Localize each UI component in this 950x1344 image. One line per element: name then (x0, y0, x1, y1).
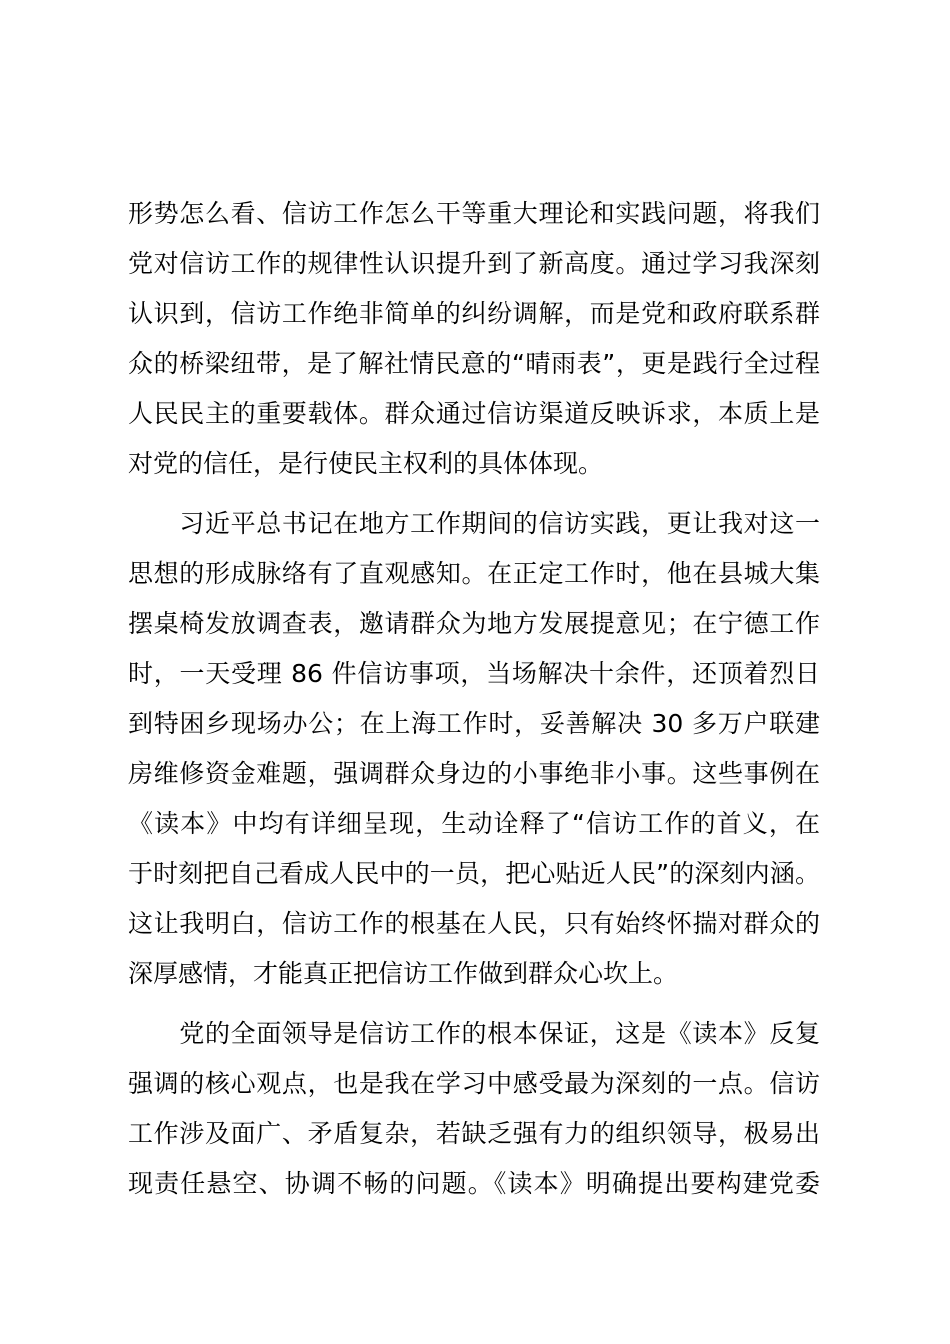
text-line: 《读本》中均有详细呈现，生动诠释了“信访工作的首义，在 (128, 809, 820, 838)
paragraph-1 (128, 189, 820, 489)
text-line: 工作涉及面广、矛盾复杂，若缺乏强有力的组织领导，极易出 (128, 1119, 820, 1148)
text-line: 人民民主的重要载体。群众通过信访渠道反映诉求，本质上是 (128, 399, 820, 428)
text-line: 时，一天受理 86 件信访事项，当场解决十余件，还顶着烈日 (128, 659, 820, 688)
text-line: 房维修资金难题，强调群众身边的小事绝非小事。这些事例在 (128, 759, 820, 788)
text-line: 党对信访工作的规律性认识提升到了新高度。通过学习我深刻 (128, 249, 820, 278)
text-line: 深厚感情，才能真正把信访工作做到群众心坎上。 (128, 959, 679, 988)
text-line: 党的全面领导是信访工作的根本保证，这是《读本》反复 (128, 1019, 820, 1048)
paragraph-3 (128, 1009, 820, 1209)
paragraph-2 (128, 499, 820, 999)
text-line: 认识到，信访工作绝非简单的纠纷调解，而是党和政府联系群 (128, 299, 820, 328)
text-line: 形势怎么看、信访工作怎么干等重大理论和实践问题，将我们 (128, 199, 820, 228)
document-body (128, 189, 820, 1219)
text-line: 对党的信任，是行使民主权利的具体体现。 (128, 449, 604, 478)
text-line: 这让我明白，信访工作的根基在人民，只有始终怀揣对群众的 (128, 909, 820, 938)
text-line: 思想的形成脉络有了直观感知。在正定工作时，他在县城大集 (128, 559, 820, 588)
text-line: 强调的核心观点，也是我在学习中感受最为深刻的一点。信访 (128, 1069, 820, 1098)
text-line: 到特困乡现场办公；在上海工作时，妥善解决 30 多万户联建 (128, 709, 820, 738)
text-line: 摆桌椅发放调查表，邀请群众为地方发展提意见；在宁德工作 (128, 609, 820, 638)
text-line: 习近平总书记在地方工作期间的信访实践，更让我对这一 (128, 509, 820, 538)
text-line: 现责任悬空、协调不畅的问题。《读本》明确提出要构建党委 (128, 1169, 820, 1198)
text-line: 众的桥梁纽带，是了解社情民意的“晴雨表”，更是践行全过程 (128, 349, 820, 378)
text-line: 于时刻把自己看成人民中的一员，把心贴近人民”的深刻内涵。 (128, 859, 820, 888)
